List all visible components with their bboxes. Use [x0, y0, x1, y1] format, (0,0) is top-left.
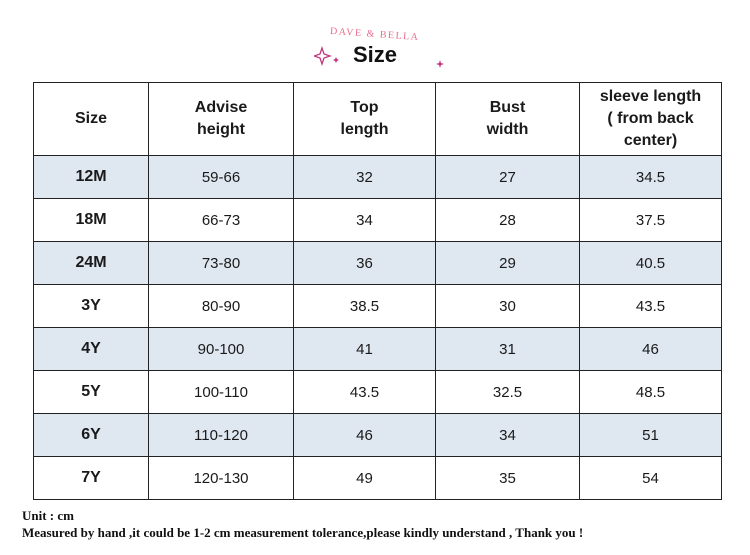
- size-cell: 12M: [34, 156, 149, 199]
- measurement-cell: 120-130: [149, 457, 294, 500]
- column-header-line: length: [340, 121, 389, 138]
- column-header: [34, 83, 149, 156]
- measurement-cell: 31: [436, 328, 580, 371]
- table-row: [34, 457, 722, 500]
- column-header: [580, 83, 722, 156]
- sparkle-icon: [436, 60, 444, 68]
- measurement-cell: 100-110: [149, 371, 294, 414]
- sparkle-icon: [314, 46, 344, 66]
- measurement-cell: 36: [294, 242, 436, 285]
- table-row: [34, 414, 722, 457]
- footnote: [22, 507, 583, 541]
- column-header-line: width: [486, 121, 529, 138]
- column-header-line: center): [623, 132, 678, 149]
- table-row: [34, 242, 722, 285]
- size-chart-table: [33, 82, 722, 500]
- unit-note: Unit : cm: [22, 508, 74, 523]
- size-cell: 18M: [34, 199, 149, 242]
- measurement-cell: 41: [294, 328, 436, 371]
- size-cell: 6Y: [34, 414, 149, 457]
- column-header-line: Top: [350, 99, 379, 116]
- measurement-cell: 34: [436, 414, 580, 457]
- size-cell: 24M: [34, 242, 149, 285]
- measurement-cell: 46: [580, 328, 722, 371]
- measurement-cell: 28: [436, 199, 580, 242]
- tolerance-note: Measured by hand ,it could be 1-2 cm measurement tolerance,please kindly understand , Thank you !: [22, 525, 584, 540]
- column-header-line: sleeve length: [599, 88, 702, 105]
- measurement-cell: 59-66: [149, 156, 294, 199]
- column-header: [436, 83, 580, 156]
- column-header-line: Advise: [194, 99, 248, 116]
- size-cell: 7Y: [34, 457, 149, 500]
- table-body: [34, 156, 722, 500]
- measurement-cell: 35: [436, 457, 580, 500]
- column-header-line: Bust: [489, 99, 526, 116]
- size-cell: 4Y: [34, 328, 149, 371]
- measurement-cell: 49: [294, 457, 436, 500]
- size-cell: 5Y: [34, 371, 149, 414]
- measurement-cell: 66-73: [149, 199, 294, 242]
- column-header: [294, 83, 436, 156]
- measurement-cell: 34: [294, 199, 436, 242]
- measurement-cell: 40.5: [580, 242, 722, 285]
- measurement-cell: 73-80: [149, 242, 294, 285]
- measurement-cell: 80-90: [149, 285, 294, 328]
- measurement-cell: 110-120: [149, 414, 294, 457]
- table-row: [34, 285, 722, 328]
- column-header-line: ( from back: [607, 110, 694, 127]
- measurement-cell: 48.5: [580, 371, 722, 414]
- brand-text: DAVE & BELLA: [329, 25, 421, 44]
- column-header-line: height: [197, 121, 245, 138]
- table-header-row: [34, 83, 722, 156]
- measurement-cell: 27: [436, 156, 580, 199]
- measurement-cell: 51: [580, 414, 722, 457]
- measurement-cell: 29: [436, 242, 580, 285]
- measurement-cell: 54: [580, 457, 722, 500]
- page-title: Size: [352, 42, 398, 67]
- table-row: [34, 371, 722, 414]
- measurement-cell: 32.5: [436, 371, 580, 414]
- measurement-cell: 43.5: [294, 371, 436, 414]
- measurement-cell: 32: [294, 156, 436, 199]
- table-row: [34, 156, 722, 199]
- measurement-cell: 38.5: [294, 285, 436, 328]
- measurement-cell: 37.5: [580, 199, 722, 242]
- measurement-cell: 34.5: [580, 156, 722, 199]
- table-row: [34, 199, 722, 242]
- measurement-cell: 46: [294, 414, 436, 457]
- title-row: [0, 38, 750, 72]
- table-row: [34, 328, 722, 371]
- measurement-cell: 43.5: [580, 285, 722, 328]
- column-header-line: Size: [74, 110, 107, 127]
- measurement-cell: 30: [436, 285, 580, 328]
- column-header: [149, 83, 294, 156]
- size-cell: 3Y: [34, 285, 149, 328]
- measurement-cell: 90-100: [149, 328, 294, 371]
